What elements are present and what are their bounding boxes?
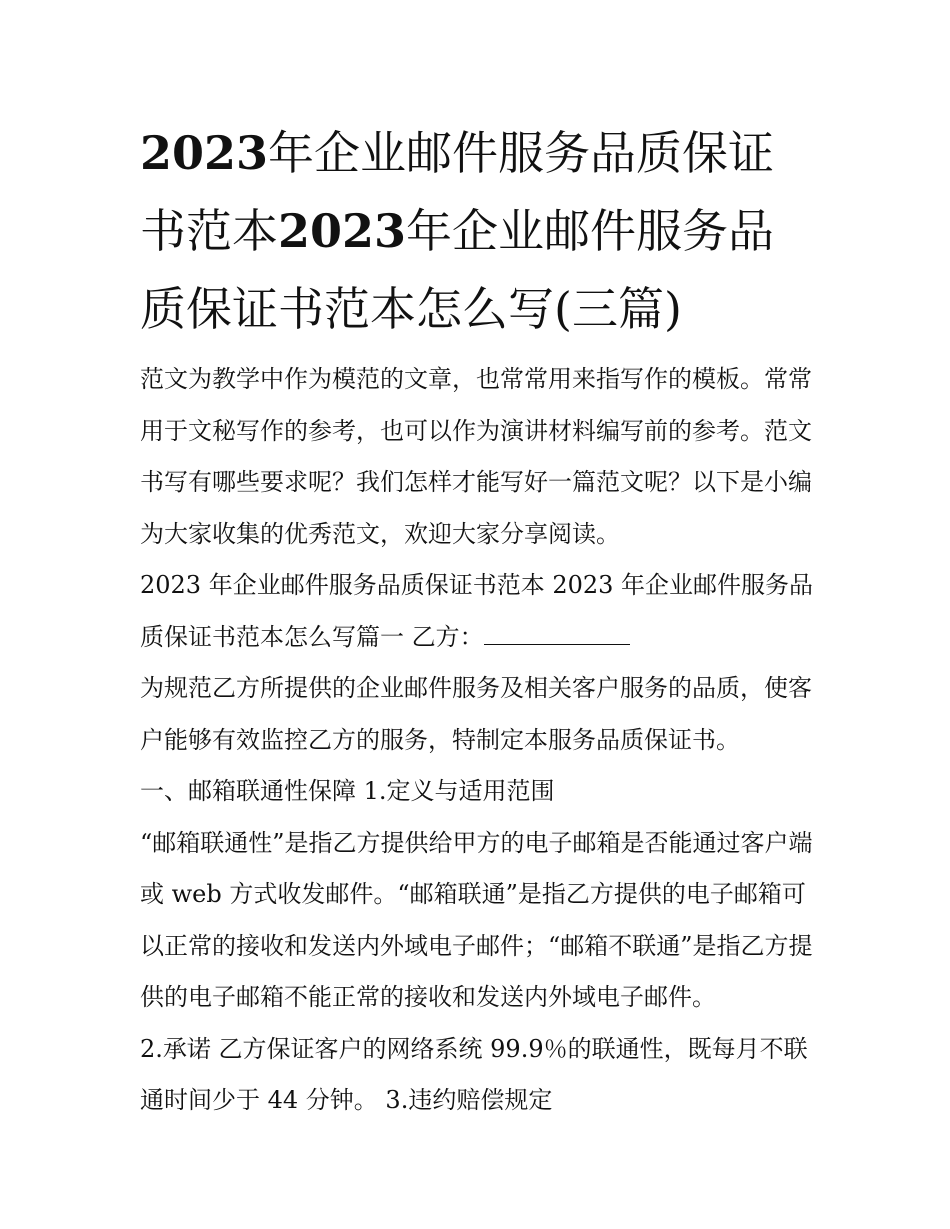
section-heading: 一、邮箱联通性保障 1.定义与适用范围 (140, 777, 555, 805)
document-title (140, 114, 820, 348)
heading-line-text: 2023 年企业邮件服务品质保证书范本 2023 年企业邮件服务品质保证书范本怎么写篇一 乙方： (140, 571, 814, 651)
purpose-paragraph: 为规范乙方所提供的企业邮件服务及相关客户服务的品质，使客户能够有效监控乙方的服务，特制定本服务品质保证书。 (140, 674, 812, 754)
heading-paragraph (140, 560, 820, 663)
fill-in-blank (484, 622, 630, 645)
intro-paragraph: 范文为教学中作为模范的文章，也常常用来指写作的模板。常常用于文秘写作的参考，也可以作为演讲材料编写前的参考。范文书写有哪些要求呢？我们怎样才能写好一篇范文呢？以下是小编为大家收集的优秀范文，欢迎大家分享阅读。 (140, 365, 812, 548)
definition-paragraph: “邮箱联通性”是指乙方提供给甲方的电子邮箱是否能通过客户端或 web 方式收发邮件。“邮箱联通”是指乙方提供的电子邮箱可以正常的接收和发送内外域电子邮件；“邮箱不联通”是指乙方提供的电子邮箱不能正常的接收和发送内外域电子邮件。 (140, 828, 813, 1011)
title-year-2: 2023 (278, 204, 407, 258)
commitment-paragraph: 2.承诺 乙方保证客户的网络系统 99.9％的联通性，既每月不联通时间少于 44 分钟。 3.违约赔偿规定 (140, 1034, 808, 1114)
title-text-1: 年企业邮件服务品质保证书范本 (140, 126, 775, 258)
title-year-1: 2023 (140, 126, 269, 180)
document-body (140, 354, 820, 1127)
title-text-2: 年企业邮件服务品质保证书范本怎么写(三篇) (140, 204, 775, 336)
